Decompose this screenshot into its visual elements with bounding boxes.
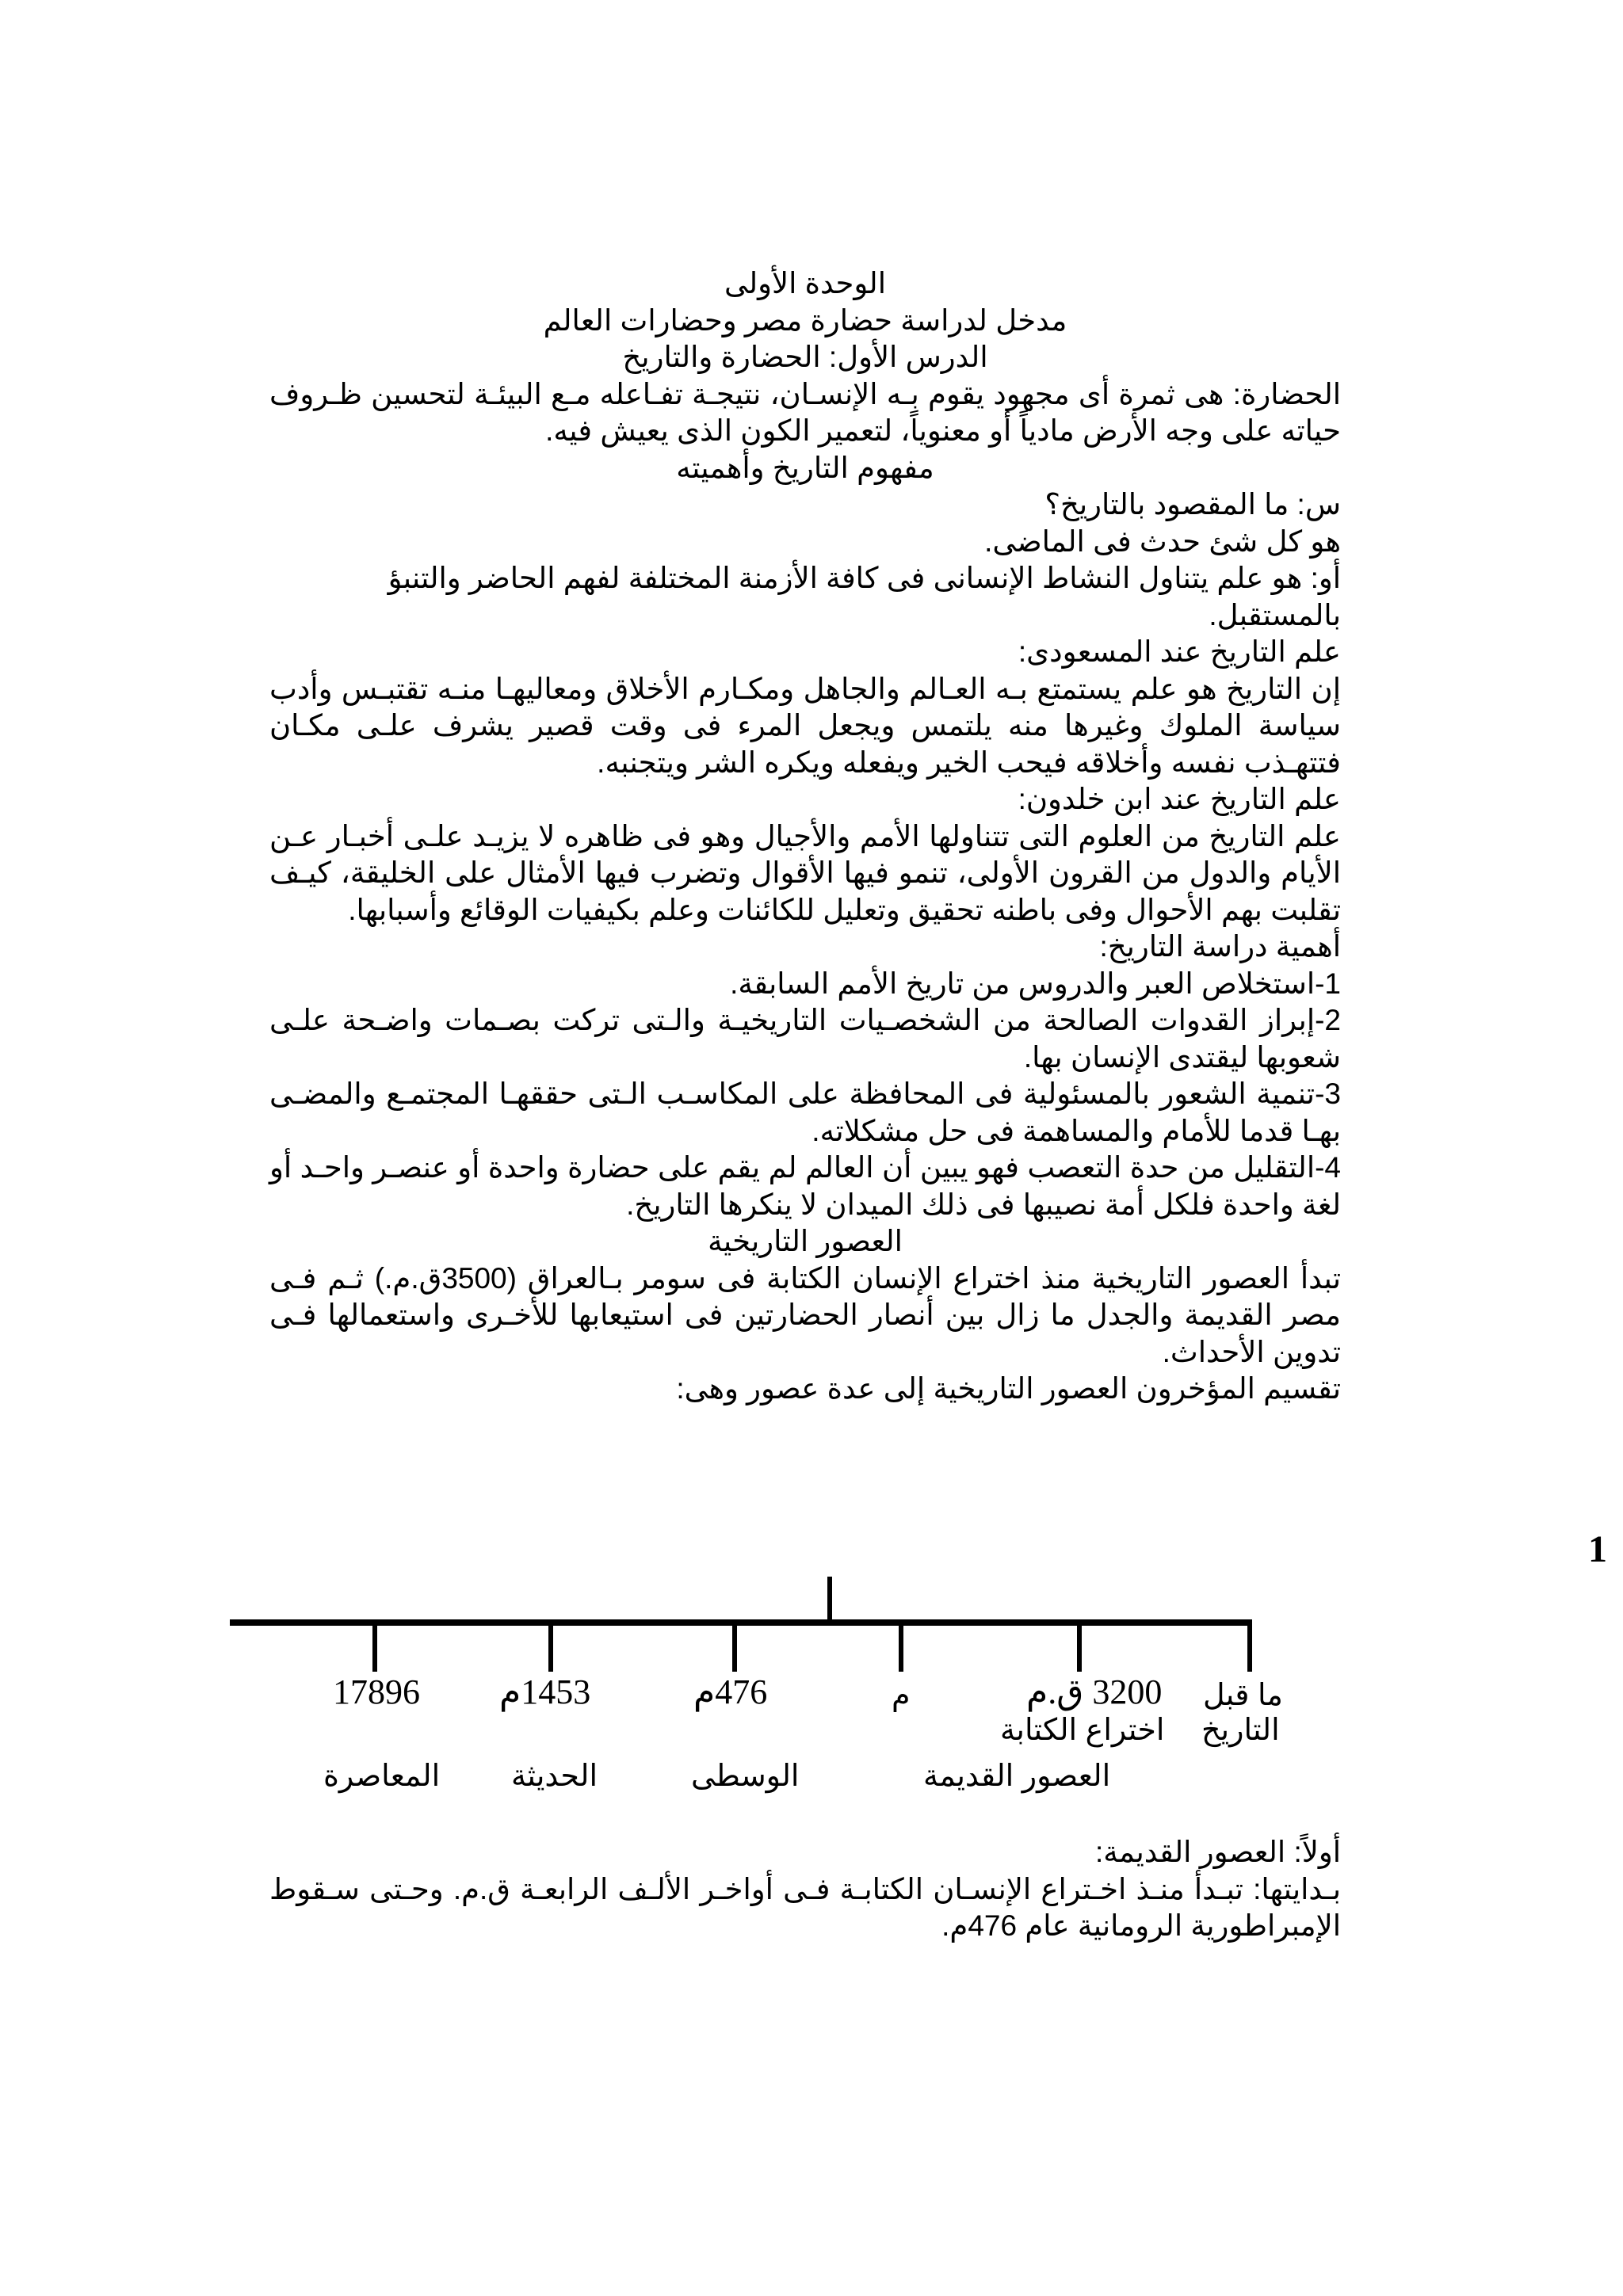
timeline-year-1789: 17896 <box>333 1672 420 1711</box>
khaldun-title: علم التاريخ عند ابن خلدون: <box>1018 783 1341 815</box>
history-answer-1: هو كل شئ حدث فى الماضى. <box>984 524 1341 558</box>
ancient-title: أولاً: العصور القديمة: <box>1094 1836 1341 1868</box>
ancient-section <box>269 1834 1341 1945</box>
timeline-year-476: 476م <box>693 1672 768 1711</box>
timeline-era-medieval: الوسطى <box>691 1760 800 1793</box>
timeline-era-modern: الحديثة <box>511 1760 598 1793</box>
importance-item-4: 4-التقليل من حدة التعصب فهو يبين أن العالم لم يقم على حضارة واحدة أو عنصـر واحـد أو لغة واحدة فلكل أمة نصيبها فى ذلك الميدان لا ينكرها التاريخ. <box>269 1151 1341 1221</box>
page-number: 1 <box>1588 1528 1607 1570</box>
history-concept-title: مفهوم التاريخ وأهميته <box>676 451 934 484</box>
masudi-title: علم التاريخ عند المسعودى: <box>1018 635 1341 668</box>
ancient-text: بـدايتها: تبـدأ منـذ اخـتراع الإنسـان الكتابـة فـى أواخـر الألـف الرابعـة ق.م. وحـتى سـقوط الإمبراطورية الرومانية عام 476م. <box>269 1872 1341 1942</box>
history-question: س: ما المقصود بالتاريخ؟ <box>1044 488 1341 521</box>
lesson-title: الدرس الأول: الحضارة والتاريخ <box>622 341 988 373</box>
khaldun-text: علم التاريخ من العلوم التى تتناولها الأمم والأجيال وهو فى ظاهره لا يزيـد علـى أخبـار عـن الأيام والدول من القرون الأولى، تنمو فيها الأقوال وتضرب فيها الأمثال على الخليقة، كيـف تقلبت بهم الأحوال وفى باطنه تحقيق وتعليل للكائنات وعلم بكيفيات الوقائع وأسبابها. <box>269 819 1341 926</box>
timeline-lines <box>230 1577 1355 1688</box>
importance-item-2: 2-إبراز القدوات الصالحة من الشخصـيات التاريخيـة والـتى تركت بصـمات واضـحة علـى شعوبها ليقتدى الإنسان بها. <box>269 1004 1341 1074</box>
importance-title: أهمية دراسة التاريخ: <box>1099 930 1341 963</box>
timeline-year-1453: 1453م <box>499 1672 591 1711</box>
timeline-prehistory-2: التاريخ <box>1201 1714 1280 1747</box>
history-answer-2: أو: هو علم يتناول النشاط الإنسانى فى كافة الأزمنة المختلفة لفهم الحاضر والتنبؤ بالمستقبل. <box>388 562 1341 631</box>
importance-item-3: 3-تنمية الشعور بالمسئولية فى المحافظة على المكاسـب الـتى حققهـا المجتمـع والمضـى بهـا قدما للأمام والمساهمة فى حل مشكلاته. <box>269 1077 1341 1147</box>
timeline-prehistory-1: ما قبل <box>1203 1679 1283 1712</box>
timeline-m-mark: م <box>892 1679 911 1712</box>
unit-subtitle: مدخل لدراسة حضارة مصر وحضارات العالم <box>543 303 1067 337</box>
timeline-year-3200bc: 3200 ق.م <box>1026 1672 1163 1711</box>
masudi-text: إن التاريخ هو علم يستمتع بـه العـالم والجاهل ومكـارم الأخلاق ومعاليهـا منـه تقتبـس وأدب سياسة الملوك وغيرها منه يلتمس ويجعل المرء فى وقت قصير يشرف علـى مكـان فتتهـذب نفسه وأخلاقه فيحب الخير ويفعله ويكره الشر ويتجنبه. <box>269 672 1341 779</box>
timeline-writing-label: اختراع الكتابة <box>1000 1714 1165 1747</box>
division-intro: تقسيم المؤخرون العصور التاريخية إلى عدة عصور وهى: <box>676 1372 1341 1405</box>
main-text <box>269 265 1341 1408</box>
unit-title: الوحدة الأولى <box>724 267 886 299</box>
timeline-era-ancient: العصور القديمة <box>923 1760 1111 1793</box>
eras-title: العصور التاريخية <box>708 1225 903 1257</box>
eras-text: تبدأ العصور التاريخية منذ اختراع الإنسان الكتابة فى سومر بـالعراق (3500ق.م.) ثـم فـى مصر القديمة والجدل ما زال بين أنصار الحضارتين فى استيعابها للأخـرى واستعمالها فـى تدوين الأحداث. <box>269 1261 1342 1368</box>
civilization-definition: الحضارة: هى ثمرة أى مجهود يقوم بـه الإنسـان، نتيجـة تفـاعله مـع البيئـة لتحسين ظـروف حياته على وجه الأرض مادياً أو معنوياً، لتعمير الكون الذى يعيش فيه. <box>269 377 1341 447</box>
importance-item-1: 1-استخلاص العبر والدروس من تاريخ الأمم السابقة. <box>730 967 1341 1000</box>
timeline-era-contemporary: المعاصرة <box>323 1760 441 1793</box>
eras-timeline <box>230 1577 1355 1846</box>
